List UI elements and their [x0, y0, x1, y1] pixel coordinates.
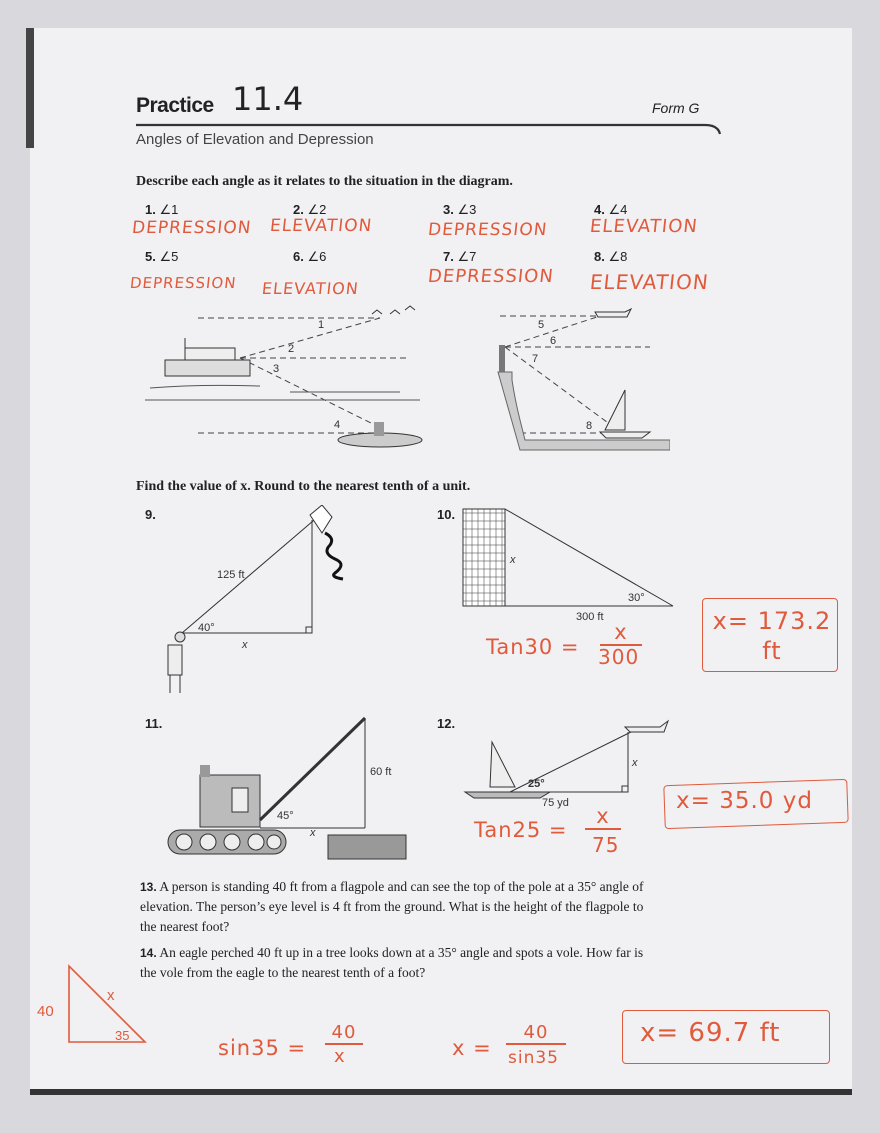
diagram-label: 3	[273, 363, 280, 375]
answer-8: ELEVATION	[588, 270, 711, 294]
item-number: 2.	[293, 202, 304, 217]
answer-10: x= 173.2 ft	[712, 607, 832, 665]
plane-boat-diagram	[460, 712, 680, 812]
problem-13	[140, 877, 660, 937]
work-14-eq2-numerator: 40	[506, 1022, 566, 1045]
angle-label: 30°	[628, 592, 645, 604]
problem-number: 13.	[140, 880, 157, 894]
triangle-angle-label: 35	[115, 1028, 130, 1043]
item-angle: ∠6	[307, 249, 327, 264]
work-12-denominator: 75	[592, 833, 620, 857]
diagram-label: 1	[318, 319, 325, 331]
answer-2: ELEVATION	[268, 216, 374, 236]
problem-text: An eagle perched 40 ft up in a tree looks down at a 35° angle and spots a vole. How far is the vole from the eagle to the nearest tenth of a foot?	[140, 945, 644, 980]
item-number: 1.	[145, 202, 156, 217]
item-number: 3.	[443, 202, 454, 217]
hypotenuse-label: 125 ft	[217, 569, 245, 581]
base-label: 300 ft	[576, 611, 604, 623]
work-10-denominator: 300	[598, 645, 640, 669]
diagram-label: 5	[538, 319, 545, 331]
page-title: Practice	[136, 94, 214, 117]
answer-3: DEPRESSION	[426, 220, 549, 240]
problem-10-number: 10.	[437, 507, 456, 522]
answer-4: ELEVATION	[588, 216, 699, 237]
item-angle: ∠8	[608, 249, 628, 264]
x-label: x	[310, 827, 316, 839]
work-14-eq1: sin35 =	[218, 1036, 307, 1060]
item-number: 4.	[594, 202, 605, 217]
scan-bottom-edge	[30, 1089, 852, 1095]
lesson-number-handwritten: 11.4	[232, 80, 304, 118]
answer-7: DEPRESSION	[426, 266, 555, 287]
item-number: 6.	[293, 249, 304, 264]
item-angle: ∠4	[608, 202, 628, 217]
problem-14	[140, 943, 660, 983]
answer-6: ELEVATION	[261, 279, 360, 298]
base-label: 75 yd	[542, 797, 569, 809]
answer-5: DEPRESSION	[129, 274, 238, 292]
problem-11-number: 11.	[145, 716, 163, 731]
crane-diagram	[160, 710, 420, 865]
work-12: Tan25 =	[474, 818, 568, 842]
handwritten-triangle-sketch	[35, 960, 155, 1050]
item-angle: ∠7	[457, 249, 477, 264]
problem-number: 14.	[140, 946, 157, 960]
angle-label: 45°	[277, 810, 294, 822]
problem-12-number: 12.	[437, 716, 456, 731]
work-10-numerator: x	[600, 620, 642, 646]
diagram-label: 8	[586, 420, 593, 432]
building-diagram	[460, 505, 680, 625]
problem-text: A person is standing 40 ft from a flagpole and can see the top of the pole at a 35° angle of elevation. The person’s eye level is 4 ft from the ground. What is the height of the flagpole to the nearest foot?	[140, 879, 644, 934]
form-label: Form G	[652, 100, 700, 116]
item-angle: ∠3	[457, 202, 477, 217]
diagram-label: 4	[334, 419, 341, 431]
kite-diagram	[160, 505, 390, 700]
angle-label: 40°	[198, 622, 215, 634]
x-label: x	[242, 639, 248, 651]
section1-instructions: Describe each angle as it relates to the situation in the diagram.	[136, 174, 513, 189]
section2-instructions: Find the value of x. Round to the nearest tenth of a unit.	[136, 479, 471, 494]
diagram-label: 2	[288, 343, 295, 355]
work-14-eq1-denominator: x	[334, 1046, 346, 1067]
triangle-side-label: 40	[37, 1003, 54, 1020]
work-14-eq2-denominator: sin35	[508, 1048, 559, 1068]
item-number: 8.	[594, 249, 605, 264]
item-angle: ∠1	[159, 202, 179, 217]
work-12-numerator: x	[585, 804, 621, 830]
angle-label: 25°	[528, 778, 545, 790]
item-angle: ∠5	[159, 249, 179, 264]
answer-1: DEPRESSION	[130, 218, 253, 238]
x-label: x	[510, 554, 516, 566]
item-number: 5.	[145, 249, 156, 264]
cliff-plane-boat-diagram	[490, 300, 670, 460]
item-angle: ∠2	[307, 202, 327, 217]
x-label: x	[632, 757, 638, 769]
diagram-label: 7	[532, 353, 539, 365]
work-10: Tan30 =	[486, 635, 580, 659]
subtitle: Angles of Elevation and Depression	[136, 131, 374, 148]
work-14-eq2: x =	[452, 1036, 492, 1060]
ship-submarine-diagram	[140, 300, 440, 460]
work-14-eq1-numerator: 40	[325, 1022, 363, 1045]
diagram-label: 6	[550, 335, 557, 347]
triangle-hyp-label: x	[107, 987, 115, 1004]
problem-9-number: 9.	[145, 507, 156, 522]
answer-12: x= 35.0 yd	[676, 788, 813, 814]
answer-14: x= 69.7 ft	[640, 1018, 781, 1048]
scan-edge	[26, 28, 34, 148]
height-label: 60 ft	[370, 766, 392, 778]
item-number: 7.	[443, 249, 454, 264]
